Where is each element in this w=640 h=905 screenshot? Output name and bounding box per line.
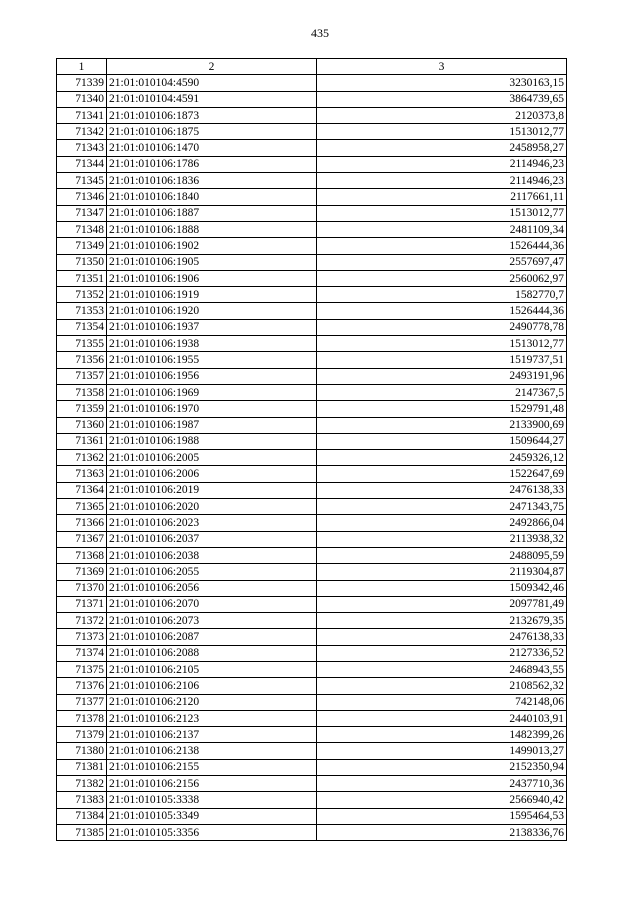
- cadastral-value-cell: 1522647,69: [317, 466, 567, 482]
- cadastral-number-cell: 21:01:010106:1786: [107, 156, 317, 172]
- table-row: [57, 710, 567, 726]
- cadastral-value-cell: 2471343,75: [317, 499, 567, 515]
- row-number-cell: 71368: [57, 547, 107, 563]
- cadastral-value-cell: 1529791,48: [317, 401, 567, 417]
- row-number-cell: 71342: [57, 124, 107, 140]
- cadastral-value-cell: 1499013,27: [317, 743, 567, 759]
- cadastral-number-cell: 21:01:010106:2038: [107, 547, 317, 563]
- row-number-cell: 71372: [57, 613, 107, 629]
- row-number-cell: 71356: [57, 352, 107, 368]
- cadastral-value-cell: 1595464,53: [317, 808, 567, 824]
- row-number-cell: 71370: [57, 580, 107, 596]
- cadastral-number-cell: 21:01:010106:2019: [107, 482, 317, 498]
- cadastral-number-cell: 21:01:010104:4591: [107, 91, 317, 107]
- table-row: [57, 515, 567, 531]
- table-row: [57, 743, 567, 759]
- row-number-cell: 71358: [57, 384, 107, 400]
- cadastral-value-cell: 2468943,55: [317, 661, 567, 677]
- cadastral-value-cell: 2119304,87: [317, 564, 567, 580]
- table-row: [57, 270, 567, 286]
- row-number-cell: 71366: [57, 515, 107, 531]
- cadastral-number-cell: 21:01:010106:1873: [107, 107, 317, 123]
- cadastral-value-cell: 2557697,47: [317, 254, 567, 270]
- table-row: [57, 368, 567, 384]
- table-row: [57, 254, 567, 270]
- row-number-cell: 71357: [57, 368, 107, 384]
- cadastral-value-cell: 1513012,77: [317, 336, 567, 352]
- cadastral-value-cell: 3230163,15: [317, 75, 567, 91]
- cadastral-value-cell: 1509644,27: [317, 433, 567, 449]
- cadastral-number-cell: 21:01:010106:1905: [107, 254, 317, 270]
- cadastral-number-cell: 21:01:010106:1887: [107, 205, 317, 221]
- cadastral-number-cell: 21:01:010106:1875: [107, 124, 317, 140]
- row-number-cell: 71355: [57, 336, 107, 352]
- cadastral-value-cell: 1482399,26: [317, 727, 567, 743]
- table-row: [57, 173, 567, 189]
- cadastral-value-cell: 2481109,34: [317, 221, 567, 237]
- table-row: [57, 352, 567, 368]
- table-row: [57, 531, 567, 547]
- cadastral-number-cell: 21:01:010106:1836: [107, 173, 317, 189]
- cadastral-number-cell: 21:01:010106:2106: [107, 678, 317, 694]
- row-number-cell: 71373: [57, 629, 107, 645]
- table-row: [57, 450, 567, 466]
- table-body: [57, 75, 567, 841]
- cadastral-value-cell: 2476138,33: [317, 482, 567, 498]
- row-number-cell: 71363: [57, 466, 107, 482]
- table-row: [57, 124, 567, 140]
- table-row: [57, 580, 567, 596]
- row-number-cell: 71360: [57, 417, 107, 433]
- row-number-cell: 71367: [57, 531, 107, 547]
- table-row: [57, 727, 567, 743]
- cadastral-value-cell: 2437710,36: [317, 776, 567, 792]
- row-number-cell: 71347: [57, 205, 107, 221]
- table-row: [57, 759, 567, 775]
- cadastral-number-cell: 21:01:010106:2070: [107, 596, 317, 612]
- row-number-cell: 71352: [57, 287, 107, 303]
- cadastral-number-cell: 21:01:010106:2037: [107, 531, 317, 547]
- cadastral-number-cell: 21:01:010106:1470: [107, 140, 317, 156]
- table-row: [57, 189, 567, 205]
- column-header-3: 3: [317, 59, 567, 75]
- cadastral-number-cell: 21:01:010106:2088: [107, 645, 317, 661]
- cadastral-value-cell: 1519737,51: [317, 352, 567, 368]
- row-number-cell: 71348: [57, 221, 107, 237]
- table-row: [57, 336, 567, 352]
- cadastral-value-cell: 1526444,36: [317, 238, 567, 254]
- cadastral-number-cell: 21:01:010106:1920: [107, 303, 317, 319]
- cadastral-value-cell: 2440103,91: [317, 710, 567, 726]
- row-number-cell: 71374: [57, 645, 107, 661]
- row-number-cell: 71371: [57, 596, 107, 612]
- row-number-cell: 71346: [57, 189, 107, 205]
- cadastral-number-cell: 21:01:010106:1919: [107, 287, 317, 303]
- cadastral-number-cell: 21:01:010106:1969: [107, 384, 317, 400]
- cadastral-value-table: [56, 58, 567, 841]
- cadastral-value-cell: 2488095,59: [317, 547, 567, 563]
- row-number-cell: 71362: [57, 450, 107, 466]
- table-row: [57, 303, 567, 319]
- cadastral-number-cell: 21:01:010106:2105: [107, 661, 317, 677]
- cadastral-value-cell: 2560062,97: [317, 270, 567, 286]
- table-row: [57, 596, 567, 612]
- cadastral-value-cell: 742148,06: [317, 694, 567, 710]
- cadastral-value-cell: 1526444,36: [317, 303, 567, 319]
- table-row: [57, 238, 567, 254]
- cadastral-value-cell: 2132679,35: [317, 613, 567, 629]
- cadastral-value-cell: 2097781,49: [317, 596, 567, 612]
- cadastral-number-cell: 21:01:010106:2020: [107, 499, 317, 515]
- cadastral-value-cell: 2493191,96: [317, 368, 567, 384]
- row-number-cell: 71361: [57, 433, 107, 449]
- table-row: [57, 75, 567, 91]
- row-number-cell: 71369: [57, 564, 107, 580]
- row-number-cell: 71380: [57, 743, 107, 759]
- table-row: [57, 613, 567, 629]
- cadastral-number-cell: 21:01:010106:2056: [107, 580, 317, 596]
- cadastral-number-cell: 21:01:010106:1937: [107, 319, 317, 335]
- row-number-cell: 71364: [57, 482, 107, 498]
- row-number-cell: 71376: [57, 678, 107, 694]
- cadastral-value-cell: 3864739,65: [317, 91, 567, 107]
- table-row: [57, 547, 567, 563]
- table-row: [57, 564, 567, 580]
- cadastral-number-cell: 21:01:010106:2120: [107, 694, 317, 710]
- row-number-cell: 71350: [57, 254, 107, 270]
- row-number-cell: 71379: [57, 727, 107, 743]
- cadastral-value-cell: 2147367,5: [317, 384, 567, 400]
- table-row: [57, 661, 567, 677]
- table-row: [57, 433, 567, 449]
- cadastral-number-cell: 21:01:010106:1840: [107, 189, 317, 205]
- row-number-cell: 71343: [57, 140, 107, 156]
- cadastral-value-cell: 2133900,69: [317, 417, 567, 433]
- cadastral-value-cell: 2490778,78: [317, 319, 567, 335]
- table-row: [57, 629, 567, 645]
- table-row: [57, 221, 567, 237]
- row-number-cell: 71345: [57, 173, 107, 189]
- table-row: [57, 792, 567, 808]
- table-row: [57, 384, 567, 400]
- cadastral-value-cell: 2127336,52: [317, 645, 567, 661]
- row-number-cell: 71354: [57, 319, 107, 335]
- cadastral-number-cell: 21:01:010106:1956: [107, 368, 317, 384]
- row-number-cell: 71375: [57, 661, 107, 677]
- cadastral-number-cell: 21:01:010105:3338: [107, 792, 317, 808]
- cadastral-number-cell: 21:01:010105:3356: [107, 824, 317, 840]
- table-row: [57, 140, 567, 156]
- table-row: [57, 808, 567, 824]
- row-number-cell: 71383: [57, 792, 107, 808]
- cadastral-value-cell: 2476138,33: [317, 629, 567, 645]
- row-number-cell: 71353: [57, 303, 107, 319]
- cadastral-number-cell: 21:01:010106:2055: [107, 564, 317, 580]
- column-header-2: 2: [107, 59, 317, 75]
- row-number-cell: 71344: [57, 156, 107, 172]
- cadastral-value-cell: 1513012,77: [317, 124, 567, 140]
- cadastral-number-cell: 21:01:010106:1955: [107, 352, 317, 368]
- table-row: [57, 401, 567, 417]
- table-header-row: [57, 59, 567, 75]
- table-row: [57, 776, 567, 792]
- cadastral-number-cell: 21:01:010104:4590: [107, 75, 317, 91]
- row-number-cell: 71339: [57, 75, 107, 91]
- cadastral-number-cell: 21:01:010106:2073: [107, 613, 317, 629]
- table-row: [57, 645, 567, 661]
- row-number-cell: 71349: [57, 238, 107, 254]
- cadastral-value-cell: 2114946,23: [317, 173, 567, 189]
- table-row: [57, 678, 567, 694]
- row-number-cell: 71381: [57, 759, 107, 775]
- table-row: [57, 482, 567, 498]
- cadastral-number-cell: 21:01:010105:3349: [107, 808, 317, 824]
- row-number-cell: 71382: [57, 776, 107, 792]
- cadastral-number-cell: 21:01:010106:1988: [107, 433, 317, 449]
- row-number-cell: 71359: [57, 401, 107, 417]
- table-row: [57, 319, 567, 335]
- cadastral-number-cell: 21:01:010106:2123: [107, 710, 317, 726]
- cadastral-value-cell: 2114946,23: [317, 156, 567, 172]
- table-row: [57, 466, 567, 482]
- cadastral-value-cell: 2152350,94: [317, 759, 567, 775]
- cadastral-number-cell: 21:01:010106:1902: [107, 238, 317, 254]
- cadastral-value-cell: 2459326,12: [317, 450, 567, 466]
- cadastral-number-cell: 21:01:010106:2023: [107, 515, 317, 531]
- page-number: 435: [311, 26, 329, 40]
- row-number-cell: 71384: [57, 808, 107, 824]
- cadastral-value-cell: 2492866,04: [317, 515, 567, 531]
- row-number-cell: 71377: [57, 694, 107, 710]
- table-row: [57, 694, 567, 710]
- cadastral-number-cell: 21:01:010106:1987: [107, 417, 317, 433]
- row-number-cell: 71340: [57, 91, 107, 107]
- cadastral-value-cell: 2113938,32: [317, 531, 567, 547]
- cadastral-number-cell: 21:01:010106:2006: [107, 466, 317, 482]
- row-number-cell: 71378: [57, 710, 107, 726]
- row-number-cell: 71365: [57, 499, 107, 515]
- column-header-1: 1: [57, 59, 107, 75]
- cadastral-number-cell: 21:01:010106:1970: [107, 401, 317, 417]
- cadastral-value-cell: 2138336,76: [317, 824, 567, 840]
- table-row: [57, 287, 567, 303]
- cadastral-value-cell: 2566940,42: [317, 792, 567, 808]
- cadastral-value-cell: 1582770,7: [317, 287, 567, 303]
- table-row: [57, 824, 567, 840]
- table-row: [57, 107, 567, 123]
- cadastral-number-cell: 21:01:010106:1938: [107, 336, 317, 352]
- cadastral-value-cell: 2458958,27: [317, 140, 567, 156]
- cadastral-value-cell: 2120373,8: [317, 107, 567, 123]
- cadastral-number-cell: 21:01:010106:2138: [107, 743, 317, 759]
- cadastral-number-cell: 21:01:010106:2005: [107, 450, 317, 466]
- cadastral-number-cell: 21:01:010106:1906: [107, 270, 317, 286]
- cadastral-value-cell: 1509342,46: [317, 580, 567, 596]
- table-row: [57, 499, 567, 515]
- row-number-cell: 71385: [57, 824, 107, 840]
- row-number-cell: 71351: [57, 270, 107, 286]
- cadastral-number-cell: 21:01:010106:1888: [107, 221, 317, 237]
- cadastral-value-cell: 1513012,77: [317, 205, 567, 221]
- row-number-cell: 71341: [57, 107, 107, 123]
- cadastral-number-cell: 21:01:010106:2087: [107, 629, 317, 645]
- cadastral-number-cell: 21:01:010106:2155: [107, 759, 317, 775]
- cadastral-value-cell: 2108562,32: [317, 678, 567, 694]
- table-row: [57, 156, 567, 172]
- cadastral-number-cell: 21:01:010106:2137: [107, 727, 317, 743]
- table-row: [57, 417, 567, 433]
- cadastral-value-cell: 2117661,11: [317, 189, 567, 205]
- table-row: [57, 205, 567, 221]
- table-row: [57, 91, 567, 107]
- cadastral-number-cell: 21:01:010106:2156: [107, 776, 317, 792]
